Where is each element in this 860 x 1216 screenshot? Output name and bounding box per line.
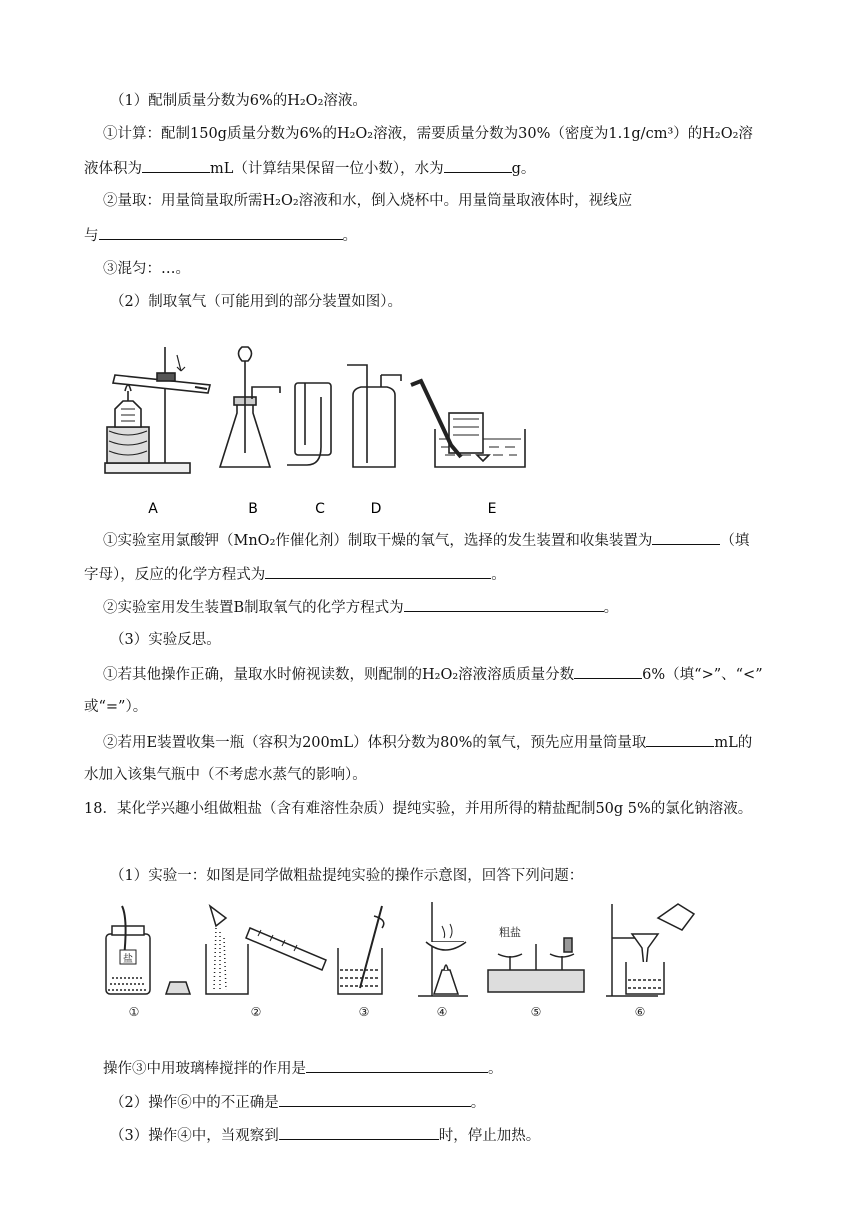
q17-p2q2-text1: ②实验室用发生装置B制取氧气的化学方程式为 xyxy=(103,600,404,616)
q18-p1-text1: 操作③中用玻璃棒搅拌的作用是 xyxy=(103,1061,306,1077)
apparatus-d-drawing xyxy=(347,365,401,467)
apparatus-a-drawing xyxy=(105,347,210,473)
q17-measure-line1: ②量取：用量筒量取所需H₂O₂溶液和水，倒入烧杯中。用量筒量取液体时，视线应 xyxy=(103,193,633,209)
q17-p2q1-text4: 。 xyxy=(491,567,506,583)
q18-p2-text2: 。 xyxy=(470,1095,486,1111)
q17-measure-text2: 。 xyxy=(342,228,357,244)
operation-4-drawing xyxy=(418,902,468,996)
q17-calc-text3: g。 xyxy=(511,161,536,177)
q18-p3-text1: （3）操作④中，当观察到 xyxy=(110,1128,279,1144)
q18-part1-question xyxy=(103,1058,503,1079)
fig1-label-c: C xyxy=(315,501,325,517)
q17-part3-q2-line1 xyxy=(103,732,752,753)
answer-blank-comparison[interactable] xyxy=(574,664,642,679)
fig1-label-d: D xyxy=(370,501,382,517)
apparatus-e-drawing xyxy=(411,381,525,467)
answer-blank-water-volume[interactable] xyxy=(646,732,714,747)
q17-part3-title: （3）实验反思。 xyxy=(110,632,221,648)
fig2-label-1: ① xyxy=(128,1005,140,1018)
apparatus-c-drawing xyxy=(287,383,331,465)
q18-p3-text2: 时，停止加热。 xyxy=(438,1128,541,1144)
q18-stem: 18．某化学兴趣小组做粗盐（含有难溶性杂质）提纯实验，并用所得的精盐配制50g 5%的氯化钠溶液。 xyxy=(84,801,753,817)
q17-p3q1-text1: ①若其他操作正确，量取水时俯视读数，则配制的H₂O₂溶液溶质质量分数 xyxy=(103,667,575,683)
fig2-label-5: ⑤ xyxy=(530,1005,542,1018)
q17-p2q1-text3: 字母），反应的化学方程式为 xyxy=(84,567,266,583)
fig1-label-e: E xyxy=(487,501,497,517)
answer-blank-equation1[interactable] xyxy=(265,564,491,579)
q18-p1-text2: 。 xyxy=(488,1061,503,1077)
q17-measure-text1: 与 xyxy=(84,228,99,244)
q17-part1-title: （1）配制质量分数为6%的H₂O₂溶液。 xyxy=(110,93,367,109)
fig2-label-4: ④ xyxy=(436,1005,448,1018)
q17-p2q1-text1: ①实验室用氯酸钾（MnO₂作催化剂）制取干燥的氧气，选择的发生装置和收集装置为 xyxy=(103,533,653,549)
q17-calc-text2: mL（计算结果保留一位小数），水为 xyxy=(210,161,444,177)
q17-p2q2-text2: 。 xyxy=(603,600,619,616)
answer-blank-filtration-error[interactable] xyxy=(279,1092,471,1107)
q17-calc-line2 xyxy=(84,158,535,179)
answer-blank-sightline[interactable] xyxy=(99,225,343,240)
q18-part1-title: （1）实验一：如图是同学做粗盐提纯实验的操作示意图，回答下列问题： xyxy=(110,868,584,884)
q18-part2 xyxy=(110,1092,485,1113)
balance-label-crude-salt: 粗盐 xyxy=(499,926,521,939)
fig2-label-3: ③ xyxy=(358,1005,370,1018)
jar-label-salt: 盐 xyxy=(123,954,133,965)
fig2-label-6: ⑥ xyxy=(634,1005,646,1018)
q17-p2q1-text2: （填 xyxy=(720,533,750,549)
operation-2-drawing xyxy=(206,906,326,994)
answer-blank-stirring-purpose[interactable] xyxy=(306,1058,488,1073)
salt-purification-figure xyxy=(98,898,703,1018)
q17-part3-q2-line2: 水加入该集气瓶中（不考虑水蒸气的影响）。 xyxy=(84,767,367,783)
q17-part2-q1-line2 xyxy=(84,564,506,585)
q17-part2-q1-line1 xyxy=(103,530,749,551)
answer-blank-apparatus[interactable] xyxy=(652,530,720,545)
q17-measure-line2 xyxy=(84,225,357,246)
operation-1-drawing xyxy=(106,906,190,994)
answer-blank-volume[interactable] xyxy=(142,158,210,173)
q17-part2-q2 xyxy=(103,597,618,618)
q17-part3-q1-line2: 或“=”）。 xyxy=(84,699,148,715)
fig1-label-b: B xyxy=(248,501,258,517)
operation-6-drawing xyxy=(606,904,694,996)
q17-calc-line1: ①计算：配制150g质量分数为6%的H₂O₂溶液，需要质量分数为30%（密度为1.1g/cm³）的H₂O₂溶 xyxy=(103,126,753,142)
answer-blank-equation2[interactable] xyxy=(404,597,604,612)
answer-blank-water[interactable] xyxy=(444,158,512,173)
q18-p2-text1: （2）操作⑥中的不正确是 xyxy=(110,1095,279,1111)
q17-calc-text1: 液体积为 xyxy=(84,161,142,177)
q17-p3q1-text2: 6%（填“>”、“<” xyxy=(642,667,763,683)
answer-blank-stop-heating[interactable] xyxy=(279,1125,439,1140)
fig1-label-a: A xyxy=(148,501,158,517)
operation-3-drawing xyxy=(338,906,384,994)
fig2-label-2: ② xyxy=(250,1005,262,1018)
apparatus-b-drawing xyxy=(220,347,280,467)
operation-5-drawing xyxy=(488,925,584,992)
q17-p3q2-text1: ②若用E装置收集一瓶（容积为200mL）体积分数为80%的氧气，预先应用量筒量取 xyxy=(103,735,647,751)
q17-part3-q1-line1 xyxy=(103,664,763,685)
q17-part2-title: （2）制取氧气（可能用到的部分装置如图）。 xyxy=(110,294,402,310)
q17-mix: ③混匀：…。 xyxy=(103,261,190,277)
q17-p3q2-text2: mL的 xyxy=(714,735,753,751)
oxygen-apparatus-figure xyxy=(95,335,535,520)
q18-part3 xyxy=(110,1125,540,1146)
